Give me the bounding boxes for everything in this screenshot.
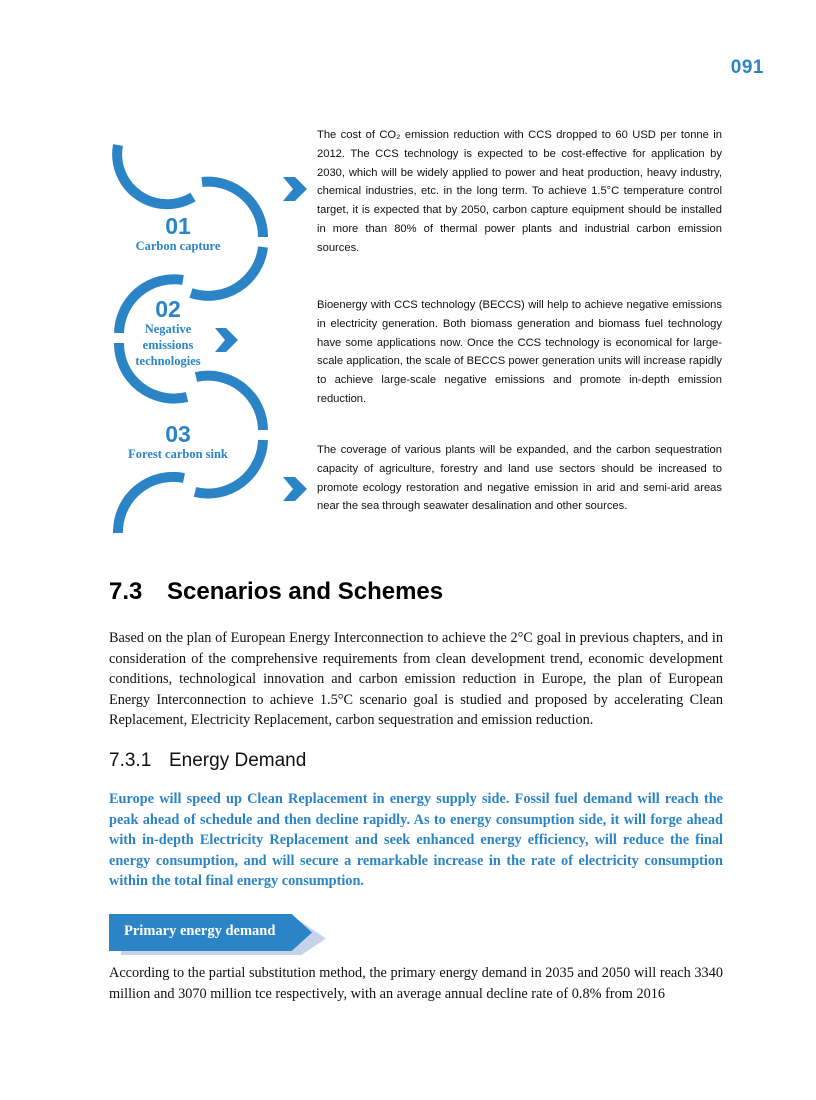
arc-segment: [117, 145, 193, 204]
step-title-line: emissions: [142, 338, 194, 352]
step-03: [113, 422, 243, 462]
subsection-lead: Europe will speed up Clean Replacement in energy supply side. Fossil fuel demand will reach the peak ahead of schedule and then decline rapidly. As to energy consumption side, it will forge ahead with in-depth Electricity Replacement and seek enhanced energy efficiency, will reduce the final energy consumption, and will secure a remarkable increase in the rate of electricity consumption within the total final energy consumption.: [109, 791, 723, 889]
negative-emission-diagram: [105, 135, 315, 545]
negative-emissions-description: Bioenergy with CCS technology (BECCS) will help to achieve negative emissions in electricity generation. Both biomass generation and biomass fuel technology have some applications now. Once the CCS technology is economical for large-scale application, the scale of BECCS power generation units will increase rapidly to achieve large-scale negative emissions and promote in-depth emission reduction.: [317, 299, 722, 405]
step-number: 01: [165, 213, 191, 239]
arc-segment: [118, 477, 184, 533]
step-title-line: Negative: [144, 322, 192, 336]
primary-energy-body: According to the partial substitution method, the primary energy demand in 2035 and 2050 will reach 3340 million and 3070 million tce respectively, with an average annual decline rate of 0.8% from 2016: [109, 965, 723, 1002]
step-title: Forest carbon sink: [128, 447, 228, 461]
page-number: 091: [730, 57, 764, 78]
arc-segment: [191, 247, 263, 296]
section-heading: [109, 578, 443, 606]
step-number: 02: [155, 296, 181, 322]
section-number: 7.3: [109, 578, 143, 605]
step-title-line: technologies: [135, 354, 201, 368]
subsection-number: 7.3.1: [109, 750, 152, 771]
step-number: 03: [165, 421, 191, 447]
chevron-right-icon: [283, 177, 307, 201]
subsection-title: Energy Demand: [169, 750, 307, 771]
section-title: Scenarios and Schemes: [167, 578, 444, 605]
section-intro: Based on the plan of European Energy Interconnection to achieve the 2°C goal in previous chapters, and in consideration of the comprehensive requirements from clean development trend, economic development conditions, technological innovation and carbon emission reduction in Europe, the plan of European Energy Interconnection to achieve 1.5°C scenario goal is studied and proposed by accelerating Clean Replacement, Electricity Replacement, carbon sequestration and emission reduction.: [109, 630, 723, 728]
carbon-capture-description: The cost of CO₂ emission reduction with CCS dropped to 60 USD per tonne in 2012. The CCS technology is expected to be cost-effective for application by 2030, which will be widely applied to power and heat production, heavy industry, chemical industries, etc. in the long term. To achieve 1.5°C temperature control target, it is expected that by 2050, carbon capture equipment should be installed in more than 80% of thermal power plants and industrial carbon emission sources.: [317, 129, 722, 254]
step-02: [113, 297, 223, 369]
subsection-heading: [109, 750, 306, 772]
step-title: Carbon capture: [135, 239, 221, 253]
forest-carbon-sink-description: The coverage of various plants will be expanded, and the carbon sequestration capacity of agriculture, forestry and land use sectors should be increased to promote ecology restoration and negative emission in arid and semi-arid areas near the sea through seawater desalination and other sources.: [317, 444, 722, 513]
step-01: [123, 214, 233, 254]
primary-energy-demand-banner: [109, 914, 329, 956]
chevron-right-icon: [283, 477, 307, 501]
banner-label: Primary energy demand: [124, 923, 276, 939]
